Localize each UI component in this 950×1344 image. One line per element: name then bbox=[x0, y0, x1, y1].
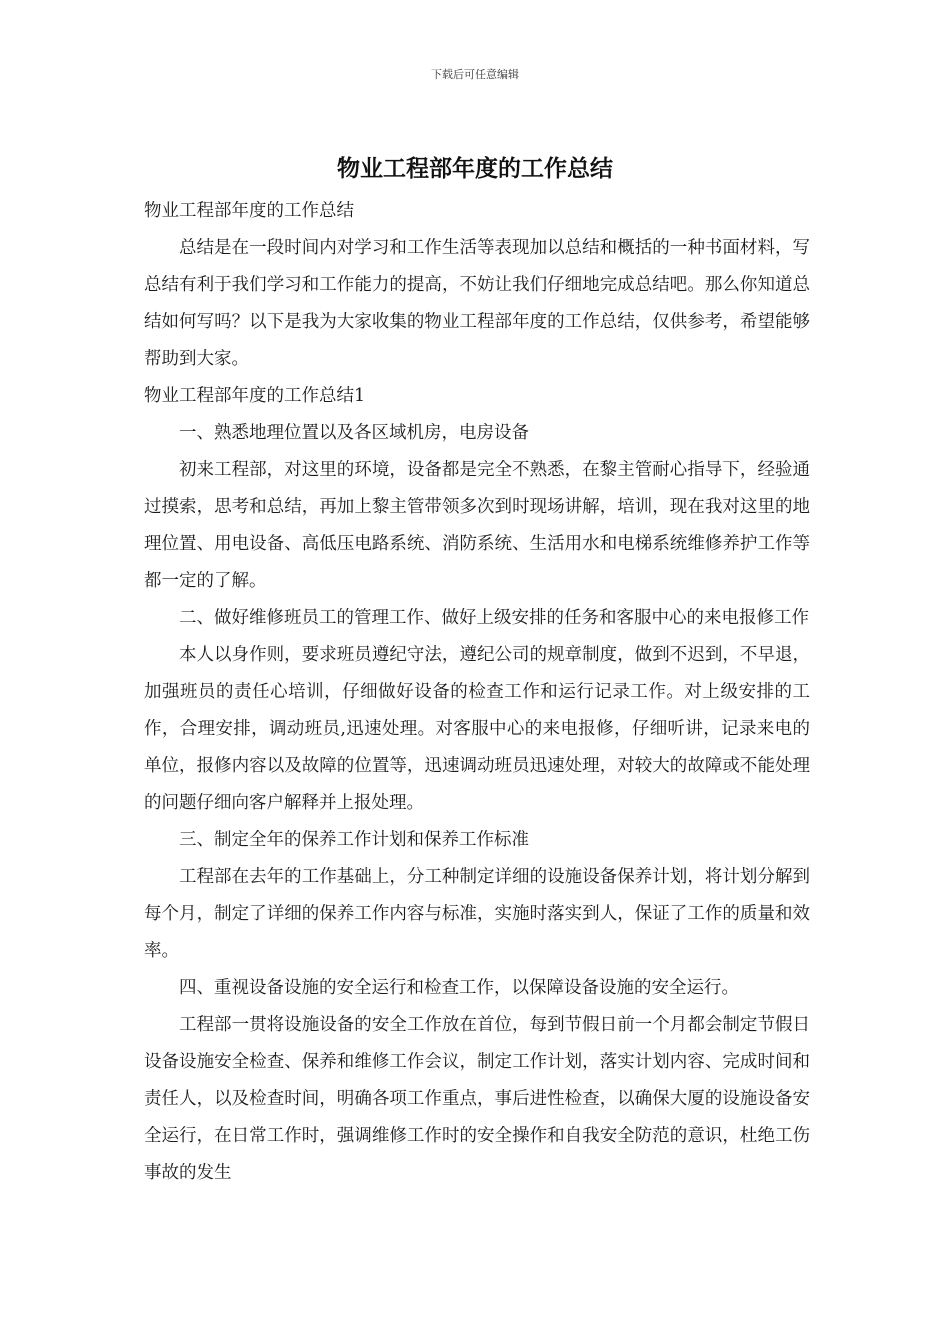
document-title: 物业工程部年度的工作总结 bbox=[337, 155, 613, 182]
item-body-2: 本人以身作则，要求班员遵纪守法，遵纪公司的规章制度，做到不迟到，不早退，加强班员的责任心培训，仔细做好设备的检查工作和运行记录工作。对上级安排的工作，合理安排，调动班员,迅速处理。对客服中心的来电报修，仔细听讲，记录来电的单位，报修内容以及故障的位置等，迅速调动班员迅速处理，对较大的故障或不能处理的问题仔细向客户解释并上报处理。 bbox=[144, 645, 810, 813]
section-heading: 物业工程部年度的工作总结1 bbox=[144, 386, 366, 406]
item-heading-1: 一、熟悉地理位置以及各区域机房，电房设备 bbox=[179, 423, 529, 443]
document-body bbox=[144, 193, 810, 1192]
item-heading-4: 四、重视设备设施的安全运行和检查工作，以保障设备设施的安全运行。 bbox=[179, 978, 739, 998]
item-body-3: 工程部在去年的工作基础上，分工种制定详细的设施设备保养计划，将计划分解到每个月，制定了详细的保养工作内容与标准，实施时落实到人，保证了工作的质量和效率。 bbox=[144, 867, 810, 961]
paragraph-subtitle: 物业工程部年度的工作总结 bbox=[144, 201, 354, 221]
item-heading-2: 二、做好维修班员工的管理工作、做好上级安排的任务和客服中心的来电报修工作 bbox=[179, 608, 809, 628]
item-heading-3: 三、制定全年的保养工作计划和保养工作标准 bbox=[179, 830, 529, 850]
paragraph-intro: 总结是在一段时间内对学习和工作生活等表现加以总结和概括的一种书面材料，写总结有利于我们学习和工作能力的提高，不妨让我们仔细地完成总结吧。那么你知道总结如何写吗？以下是我为大家收集的物业工程部年度的工作总结，仅供参考，希望能够帮助到大家。 bbox=[144, 238, 810, 369]
item-body-1: 初来工程部，对这里的环境，设备都是完全不熟悉，在黎主管耐心指导下，经验通过摸索，思考和总结，再加上黎主管带领多次到时现场讲解，培训，现在我对这里的地理位置、用电设备、高低压电路系统、消防系统、生活用水和电梯系统维修养护工作等都一定的了解。 bbox=[144, 460, 810, 591]
item-body-4: 工程部一贯将设施设备的安全工作放在首位，每到节假日前一个月都会制定节假日设备设施安全检查、保养和维修工作会议，制定工作计划，落实计划内容、完成时间和责任人，以及检查时间，明确各项工作重点，事后进性检查，以确保大厦的设施设备安全运行，在日常工作时，强调维修工作时的安全操作和自我安全防范的意识，杜绝工伤事故的发生 bbox=[144, 1015, 810, 1183]
header-note: 下载后可任意编辑 bbox=[431, 68, 519, 81]
